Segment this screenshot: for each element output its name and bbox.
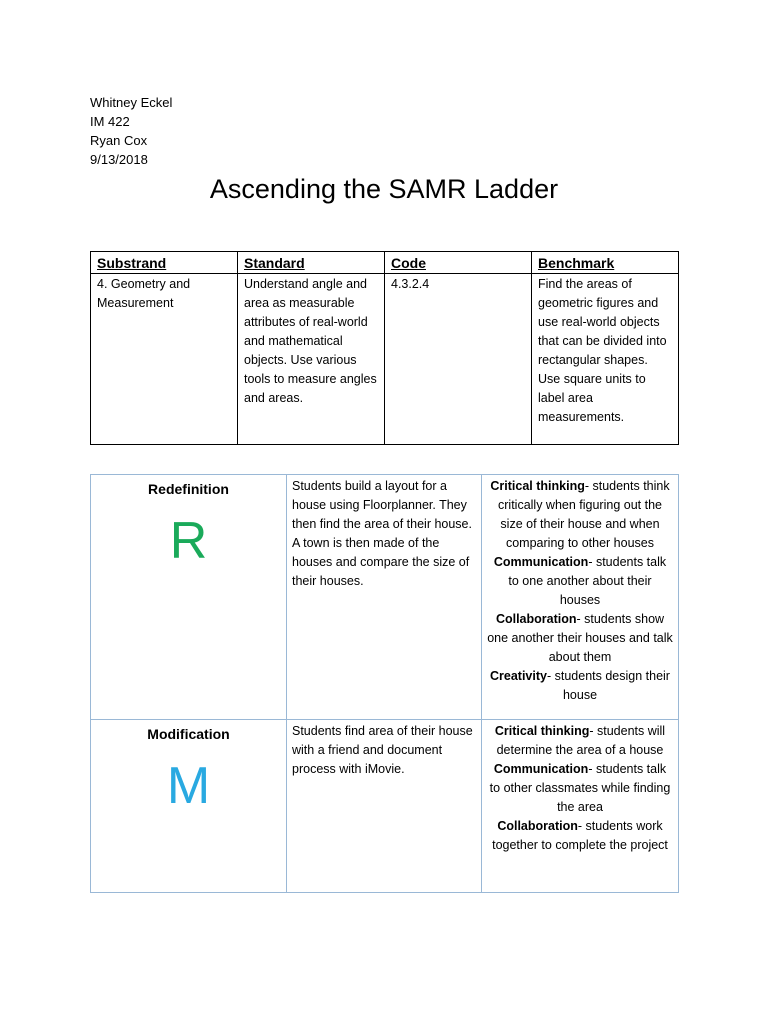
cell-benchmark: Find the areas of geometric figures and use real-world objects that can be divided into rectangular shapes. Use square units to label area measurements. (532, 274, 679, 445)
header-benchmark: Benchmark (532, 252, 679, 274)
skill-item (487, 667, 673, 705)
skill-item (487, 817, 673, 855)
skill-name: Collaboration (497, 819, 578, 833)
samr-row-modification (91, 720, 679, 893)
skill-text: - students design their house (546, 669, 670, 702)
skill-text: - students show one another their houses and talk about them (487, 612, 673, 664)
skill-text: - students talk to other classmates while finding the area (489, 762, 671, 814)
samr-row-redefinition (91, 475, 679, 720)
skill-item (487, 760, 673, 817)
standards-table (90, 251, 679, 445)
skill-name: Communication (493, 762, 589, 776)
skill-item (487, 610, 673, 667)
level-letter: R (169, 512, 208, 570)
standards-header-row (91, 252, 679, 274)
skill-item (487, 722, 673, 760)
skill-text: - students work together to complete the project (492, 819, 668, 852)
skill-item (487, 553, 673, 610)
header-code: Code (385, 252, 532, 274)
instructor-name: Ryan Cox (90, 133, 148, 148)
skill-text: - students will determine the area of a house (496, 724, 666, 757)
skill-name: Collaboration (495, 612, 577, 626)
document-header (90, 93, 172, 169)
cell-substrand: 4. Geometry and Measurement (91, 274, 238, 445)
author-name: Whitney Eckel (90, 95, 173, 110)
activity-description: Students build a layout for a house using Floorplanner. They then find the area of their house. A town is then made of the houses and compare the size of their houses. (287, 475, 482, 720)
header-substrand: Substrand (91, 252, 238, 274)
skill-name: Creativity (490, 669, 547, 683)
standards-row (91, 274, 679, 445)
document-date: 9/13/2018 (90, 152, 148, 167)
skills-cell (482, 475, 679, 720)
skill-name: Communication (493, 555, 589, 569)
skills-cell (482, 720, 679, 893)
skill-text: - students think critically when figuring out the size of their house and when comparing to other houses (498, 479, 670, 550)
level-name: Redefinition (148, 481, 229, 497)
cell-standard: Understand angle and area as measurable attributes of real-world and mathematical objects. Use various tools to measure angles and areas. (238, 274, 385, 445)
level-cell (91, 720, 287, 893)
level-cell (91, 475, 287, 720)
course-code: IM 422 (90, 114, 130, 129)
cell-code: 4.3.2.4 (385, 274, 532, 445)
page-title: Ascending the SAMR Ladder (209, 174, 559, 204)
level-letter: M (166, 757, 211, 815)
skill-item (487, 477, 673, 553)
samr-table (90, 474, 679, 893)
skill-name: Critical thinking (490, 479, 585, 493)
level-name: Modification (147, 726, 230, 742)
header-standard: Standard (238, 252, 385, 274)
skill-text: - students talk to one another about their houses (508, 555, 667, 607)
skill-name: Critical thinking (494, 724, 590, 738)
activity-description: Students find area of their house with a friend and document process with iMovie. (287, 720, 482, 893)
